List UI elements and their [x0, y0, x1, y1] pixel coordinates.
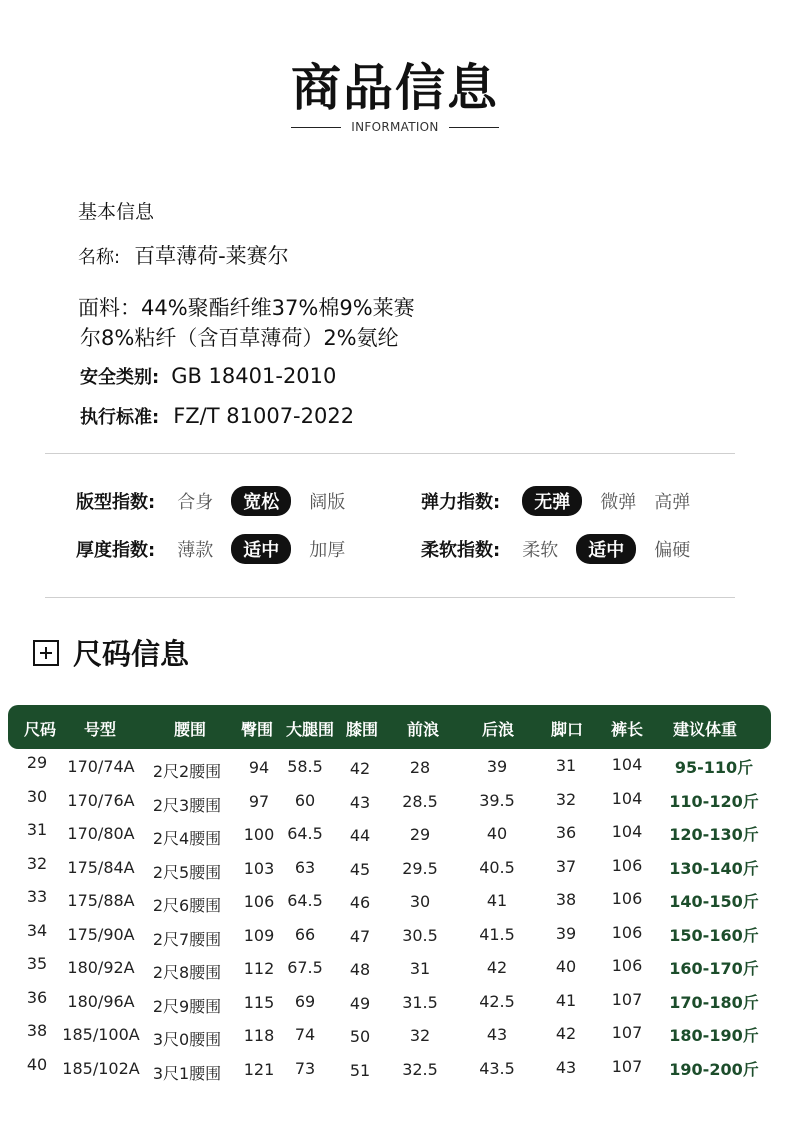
basic-info-heading: 基本信息	[78, 201, 155, 223]
fit-option: 合身	[177, 492, 214, 513]
column-header: 前浪	[406, 720, 440, 739]
table-cell: 33	[26, 887, 48, 906]
standard-line	[80, 403, 354, 429]
table-cell: 42.5	[479, 991, 515, 1011]
table-cell: 2尺7腰围	[152, 929, 222, 949]
thickness-option: 薄款	[177, 540, 214, 561]
table-cell: 40	[486, 824, 508, 843]
table-cell: 43	[349, 792, 371, 812]
table-cell: 32	[409, 1026, 431, 1045]
softness-index-label: 柔软指数:	[421, 540, 501, 561]
table-cell: 31.5	[402, 992, 438, 1012]
table-cell: 41.5	[479, 924, 515, 944]
table-row	[0, 887, 790, 921]
table-cell: 73	[294, 1058, 316, 1078]
table-cell: 175/84A	[67, 857, 135, 877]
fabric-line-1: 面料：44%聚酯纤维37%棉9%莱赛	[78, 296, 415, 320]
softness-index	[421, 535, 708, 563]
safety-label: 安全类别:	[80, 367, 160, 388]
standard-value: FZ/T 81007-2022	[173, 404, 355, 428]
table-cell: 107	[611, 1056, 643, 1076]
table-cell: 60	[294, 790, 316, 810]
table-cell: 43	[486, 1025, 508, 1044]
column-header: 脚口	[550, 720, 584, 739]
table-cell: 41	[555, 990, 577, 1010]
table-cell: 29	[26, 753, 48, 772]
table-cell: 110-120斤	[669, 791, 759, 811]
table-cell: 32	[555, 789, 577, 809]
column-header: 臀围	[240, 720, 274, 739]
divider-bottom	[45, 597, 735, 598]
standard-label: 执行标准:	[80, 407, 160, 428]
table-cell: 170/80A	[67, 824, 135, 843]
table-cell: 44	[349, 826, 371, 845]
table-cell: 50	[349, 1027, 371, 1046]
page-title: 商品信息	[291, 59, 499, 117]
safety-line	[80, 363, 336, 389]
table-cell: 180-190斤	[669, 1026, 759, 1045]
table-cell: 37	[555, 856, 577, 876]
table-cell: 112	[243, 959, 275, 978]
table-cell: 35	[26, 954, 48, 973]
divider-top	[45, 453, 735, 454]
elastic-index	[421, 487, 708, 515]
table-cell: 2尺2腰围	[152, 762, 222, 781]
elastic-index-label: 弹力指数:	[421, 492, 501, 513]
table-cell: 66	[294, 924, 316, 944]
table-cell: 69	[294, 991, 316, 1011]
size-section-title: 尺码信息	[73, 637, 190, 671]
table-cell: 28	[409, 758, 431, 777]
table-cell: 2尺6腰围	[152, 896, 222, 915]
table-row	[0, 921, 790, 955]
name-value: 百草薄荷-莱赛尔	[134, 244, 289, 268]
table-cell: 185/100A	[62, 1025, 140, 1044]
table-cell: 109	[243, 925, 275, 945]
table-cell: 118	[243, 1026, 275, 1045]
table-cell: 47	[349, 926, 371, 946]
table-cell: 46	[349, 893, 371, 912]
table-cell: 45	[349, 859, 371, 879]
table-cell: 58.5	[287, 757, 323, 776]
table-cell: 2尺3腰围	[152, 795, 222, 815]
table-cell: 39	[555, 923, 577, 943]
thickness-option: 适中	[231, 534, 291, 564]
table-row	[0, 1021, 790, 1055]
column-header: 大腿围	[285, 720, 335, 739]
table-cell: 30	[26, 786, 48, 806]
table-cell: 100	[243, 825, 275, 844]
table-cell: 106	[611, 889, 643, 908]
table-cell: 180/92A	[67, 958, 135, 977]
table-cell: 48	[349, 960, 371, 979]
table-row	[0, 988, 790, 1022]
table-cell: 175/90A	[67, 924, 135, 944]
column-header: 腰围	[173, 720, 207, 739]
name-label: 名称:	[78, 247, 121, 268]
table-cell: 42	[349, 759, 371, 778]
name-line	[78, 240, 289, 270]
table-cell: 170/76A	[67, 790, 135, 810]
thickness-index-label: 厚度指数:	[76, 540, 156, 561]
table-row	[0, 820, 790, 854]
column-header: 建议体重	[672, 720, 738, 739]
table-cell: 107	[611, 989, 643, 1009]
table-cell: 64.5	[287, 891, 323, 910]
table-cell: 40.5	[479, 857, 515, 877]
table-cell: 106	[611, 956, 643, 975]
elastic-option: 高弹	[654, 492, 691, 513]
table-cell: 2尺5腰围	[152, 862, 222, 882]
table-cell: 170-180斤	[669, 992, 759, 1012]
table-cell: 94	[248, 758, 270, 777]
table-cell: 51	[349, 1060, 371, 1080]
table-cell: 32	[26, 853, 48, 873]
table-cell: 40	[26, 1054, 48, 1074]
elastic-option: 微弹	[600, 492, 637, 513]
softness-option: 适中	[576, 534, 636, 564]
table-cell: 121	[243, 1059, 275, 1079]
table-cell: 106	[243, 892, 275, 911]
table-cell: 95-110斤	[674, 758, 754, 777]
table-cell: 120-130斤	[669, 825, 759, 844]
column-header: 号型	[83, 720, 117, 739]
size-section-header	[33, 632, 189, 673]
fit-option: 阔版	[309, 492, 346, 513]
table-cell: 104	[611, 822, 643, 841]
fit-index-label: 版型指数:	[76, 492, 156, 513]
fabric-line-2: 尔8%粘纤（含百草薄荷）2%氨纶	[80, 326, 399, 350]
table-cell: 190-200斤	[669, 1059, 759, 1079]
column-header: 后浪	[481, 720, 515, 739]
table-cell: 41	[486, 891, 508, 910]
table-cell: 28.5	[402, 791, 438, 811]
column-header: 尺码	[23, 720, 57, 739]
table-cell: 97	[248, 791, 270, 811]
table-cell: 2尺4腰围	[152, 829, 222, 848]
table-cell: 106	[611, 855, 643, 875]
table-cell: 175/88A	[67, 891, 135, 910]
table-cell: 39.5	[479, 790, 515, 810]
table-cell: 130-140斤	[669, 858, 759, 878]
table-cell: 64.5	[287, 824, 323, 843]
table-cell: 42	[486, 958, 508, 977]
table-cell: 32.5	[402, 1059, 438, 1079]
table-cell: 185/102A	[62, 1058, 140, 1078]
table-cell: 36	[26, 987, 48, 1007]
fit-option: 宽松	[231, 486, 291, 516]
table-cell: 30	[409, 892, 431, 911]
table-row	[0, 1055, 790, 1089]
table-cell: 67.5	[287, 958, 323, 977]
table-cell: 40	[555, 957, 577, 976]
table-cell: 3尺0腰围	[152, 1030, 222, 1049]
table-cell: 29.5	[402, 858, 438, 878]
size-table-header	[8, 705, 771, 749]
table-cell: 2尺9腰围	[152, 996, 222, 1016]
table-cell: 31	[26, 820, 48, 839]
subtitle-left-line	[291, 127, 341, 128]
subtitle-right-line	[449, 127, 499, 128]
table-cell: 140-150斤	[669, 892, 759, 911]
table-cell: 2尺8腰围	[152, 963, 222, 982]
table-cell: 49	[349, 993, 371, 1013]
elastic-option: 无弹	[522, 486, 582, 516]
table-row	[0, 954, 790, 988]
safety-value: GB 18401-2010	[171, 364, 337, 388]
table-cell: 103	[243, 858, 275, 878]
table-cell: 180/96A	[67, 991, 135, 1011]
table-cell: 34	[26, 920, 48, 940]
thickness-option: 加厚	[309, 540, 346, 561]
thickness-index	[76, 535, 363, 563]
table-cell: 39	[486, 757, 508, 776]
column-header: 膝围	[345, 720, 379, 739]
softness-option: 偏硬	[654, 540, 691, 561]
table-cell: 29	[409, 825, 431, 844]
table-cell: 107	[611, 1023, 643, 1042]
table-cell: 74	[294, 1025, 316, 1044]
table-cell: 38	[555, 890, 577, 909]
table-cell: 43.5	[479, 1058, 515, 1078]
table-cell: 31	[409, 959, 431, 978]
table-cell: 43	[555, 1057, 577, 1077]
table-cell: 115	[243, 992, 275, 1012]
table-cell: 38	[26, 1021, 48, 1040]
table-row	[0, 854, 790, 888]
table-cell: 104	[611, 755, 643, 774]
table-cell: 104	[611, 788, 643, 808]
page-subtitle: INFORMATION	[351, 120, 439, 134]
table-row	[0, 787, 790, 821]
subtitle-row	[0, 120, 790, 134]
fit-index	[76, 487, 363, 515]
table-cell: 3尺1腰围	[152, 1063, 222, 1083]
table-cell: 36	[555, 823, 577, 842]
table-cell: 31	[555, 756, 577, 775]
softness-option: 柔软	[522, 540, 559, 561]
table-cell: 160-170斤	[669, 959, 759, 978]
table-cell: 150-160斤	[669, 925, 759, 945]
table-row	[0, 753, 790, 787]
table-cell: 42	[555, 1024, 577, 1043]
column-header: 裤长	[610, 720, 644, 739]
table-cell: 106	[611, 922, 643, 942]
table-cell: 30.5	[402, 925, 438, 945]
table-cell: 63	[294, 857, 316, 877]
table-cell: 170/74A	[67, 757, 135, 776]
plus-box-icon	[33, 640, 59, 666]
